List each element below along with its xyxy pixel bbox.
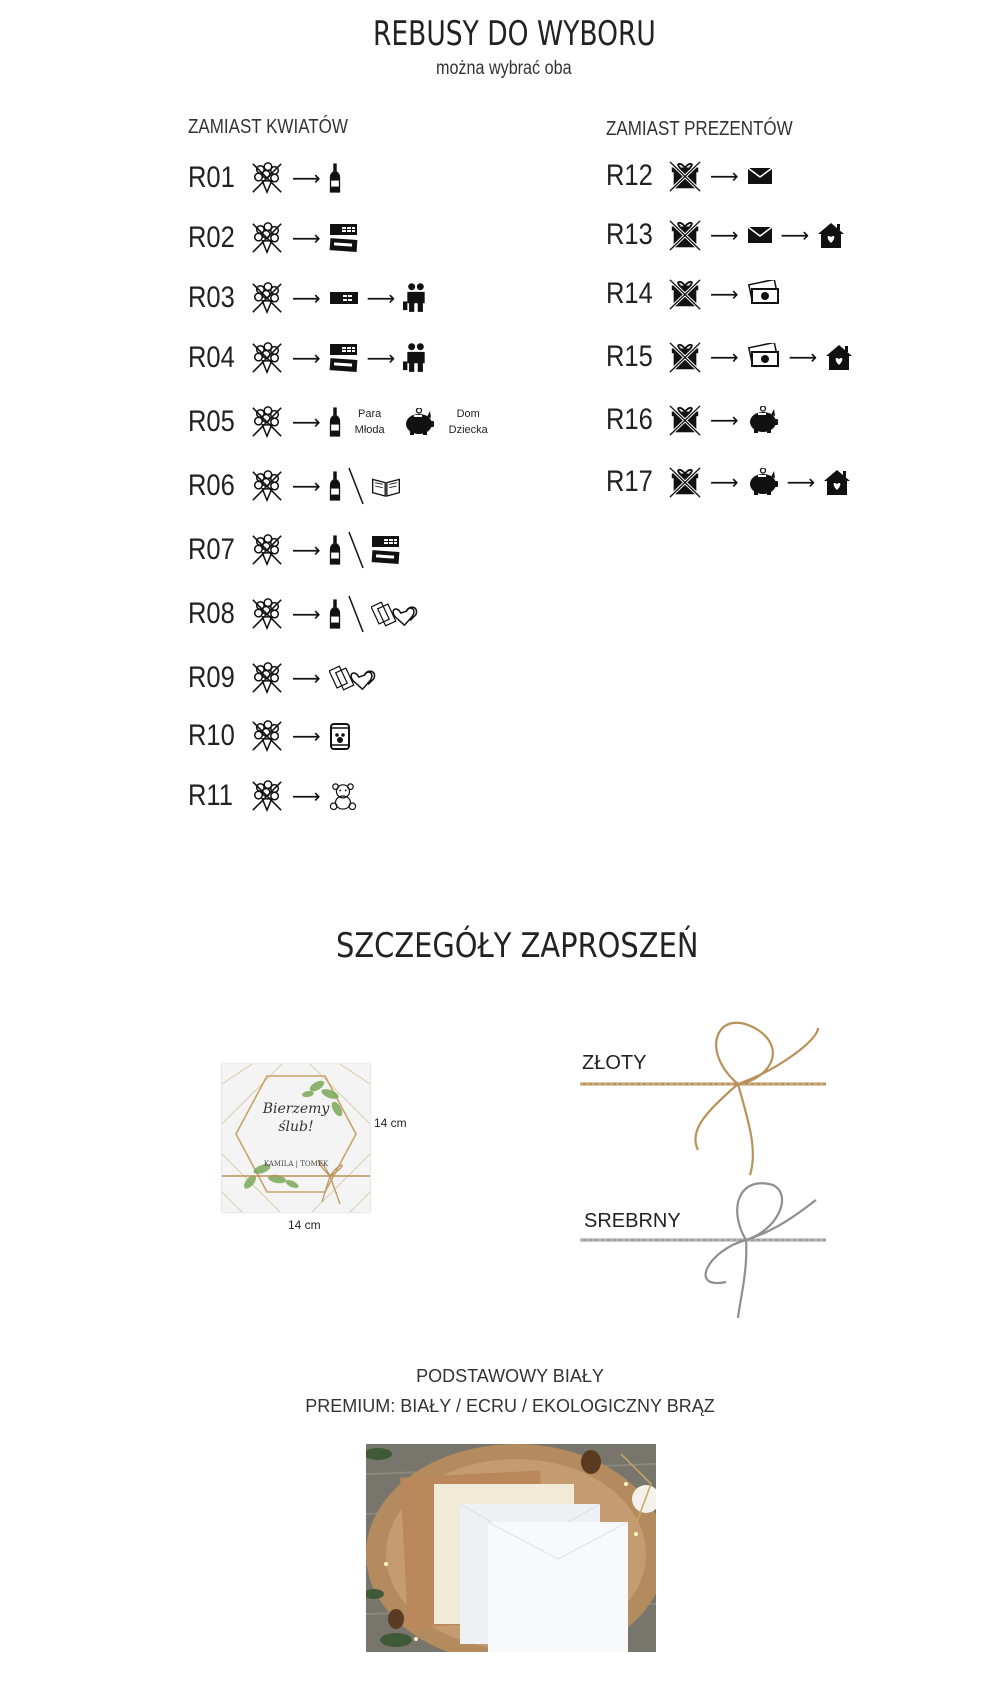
crossed-gift-icon [668,465,702,499]
rebus-code: R09 [188,661,235,694]
arrow-icon: ⟶ [292,785,321,808]
arrow-icon: ⟶ [788,346,818,369]
slash-icon [347,530,365,570]
envelope-icon [747,167,773,185]
rebus-code: R17 [606,465,653,498]
piggy-bank-icon [747,468,779,496]
rebus-row-R09[interactable] [188,656,381,700]
crossed-gift-icon [668,159,702,193]
note-orphanage: Dom Dziecka [448,408,488,436]
crossed-gift-icon [668,340,702,374]
envelopes-illustration [366,1444,656,1652]
lottery-ticket-icon [329,222,359,254]
gold-twine-image [578,1010,828,1180]
rebus-code: R10 [188,719,235,752]
rebus-code: R01 [188,161,235,194]
rebus-code: R02 [188,221,235,254]
rebus-row-R01[interactable] [188,156,341,200]
rebus-row-R10[interactable] [188,714,351,758]
rebus-row-R06[interactable] [188,464,401,508]
wine-bottle-icon [329,161,341,195]
money-icon [747,280,781,308]
rebus-code: R16 [606,403,653,436]
rebus-code: R03 [188,281,235,314]
arrow-icon: ⟶ [292,725,321,748]
arrow-icon: ⟶ [710,346,739,369]
rebus-row-R17[interactable] [606,460,851,504]
crossed-bouquet-icon [250,779,284,813]
lottery-ticket-icon [371,534,401,566]
crossed-bouquet-icon [250,533,284,567]
charity-house-icon [823,468,851,496]
charity-house-icon [817,221,845,249]
silver-twine-label: SREBRNY [584,1210,681,1232]
arrow-icon: ⟶ [786,471,816,494]
money-icon [747,343,781,371]
pet-food-can-icon [329,721,351,751]
rebus-code: R15 [606,340,653,373]
gold-twine-label: ZŁOTY [582,1052,647,1074]
slash-icon [347,594,365,634]
arrow-icon: ⟶ [292,539,321,562]
crossed-bouquet-icon [250,221,284,255]
rebus-code: R12 [606,159,653,192]
arrow-icon: ⟶ [710,471,739,494]
rebus-row-R16[interactable] [606,398,779,442]
scratch-cards-and-hearts-icon [371,600,423,628]
crossed-gift-icon [668,403,702,437]
rebus-row-R15[interactable] [606,335,853,379]
book-icon [371,474,401,498]
crossed-gift-icon [668,277,702,311]
arrow-icon: ⟶ [292,667,321,690]
rebus-row-R07[interactable] [188,528,401,572]
card-height-label: 14 cm [374,1116,407,1130]
crossed-bouquet-icon [250,341,284,375]
rebus-code: R06 [188,469,235,502]
wine-bottle-icon [329,533,341,567]
slash-icon [347,466,365,506]
scratch-cards-and-hearts-icon [329,664,381,692]
crossed-bouquet-icon [250,161,284,195]
card-geometric-pattern [222,1064,370,1212]
arrow-icon: ⟶ [710,224,739,247]
silver-twine-image [578,1170,828,1320]
arrow-icon: ⟶ [292,603,321,626]
rebus-code: R08 [188,597,235,630]
couple-icon [403,342,429,374]
rebus-row-R12[interactable] [606,154,773,198]
arrow-icon: ⟶ [710,165,739,188]
wine-bottle-icon [329,405,341,439]
crossed-bouquet-icon [250,281,284,315]
rebus-row-R13[interactable] [606,213,845,257]
arrow-icon: ⟶ [292,347,321,370]
arrow-icon: ⟶ [366,287,396,310]
invitation-card [222,1064,370,1212]
crossed-bouquet-icon [250,405,284,439]
left-column-heading: ZAMIAST KWIATÓW [188,116,348,138]
crossed-gift-icon [668,218,702,252]
rebus-row-R11[interactable] [188,774,357,818]
page-subtitle: można wybrać oba [436,58,572,79]
rebus-row-R04[interactable] [188,336,429,380]
arrow-icon: ⟶ [710,409,739,432]
envelope-basic-line: PODSTAWOWY BIAŁY [416,1366,604,1386]
arrow-icon: ⟶ [292,227,321,250]
couple-icon [403,282,429,314]
details-title: SZCZEGÓŁY ZAPROSZEŃ [336,926,699,966]
crossed-bouquet-icon [250,597,284,631]
arrow-icon: ⟶ [292,411,321,434]
lottery-ticket-icon [329,342,359,374]
rebus-row-R14[interactable] [606,272,781,316]
arrow-icon: ⟶ [292,287,321,310]
card-width-label: 14 cm [288,1218,321,1232]
rebus-code: R14 [606,277,653,310]
rebus-row-R05[interactable] [188,400,488,444]
charity-house-icon [825,343,853,371]
rebus-row-R08[interactable] [188,592,423,636]
card-headline: Bierzemy ślub! [262,1101,330,1135]
arrow-icon: ⟶ [366,347,396,370]
rebus-row-R02[interactable] [188,216,359,260]
envelopes-photo [366,1444,656,1652]
right-column-heading: ZAMIAST PREZENTÓW [606,118,793,140]
envelope-icon [747,226,773,244]
ticket-icon [329,290,359,306]
arrow-icon: ⟶ [292,167,321,190]
crossed-bouquet-icon [250,469,284,503]
envelope-premium-line: PREMIUM: BIAŁY / ECRU / EKOLOGICZNY BRĄZ [305,1396,715,1416]
piggy-bank-icon [403,408,435,436]
arrow-icon: ⟶ [292,475,321,498]
rebus-code: R04 [188,341,235,374]
piggy-bank-icon [747,406,779,434]
wine-bottle-icon [329,469,341,503]
rebus-code: R05 [188,405,235,438]
rebus-row-R03[interactable] [188,276,429,320]
crossed-bouquet-icon [250,719,284,753]
wine-bottle-icon [329,597,341,631]
rebus-code: R07 [188,533,235,566]
page-title: REBUSY DO WYBORU [373,14,656,54]
rebus-code: R13 [606,218,653,251]
teddy-bear-icon [329,782,357,810]
crossed-bouquet-icon [250,661,284,695]
card-names: KAMILA | TOMEK [263,1160,329,1168]
rebus-code: R11 [188,779,233,812]
arrow-icon: ⟶ [780,224,810,247]
arrow-icon: ⟶ [710,283,739,306]
note-bride-groom: Para Młoda [354,408,385,436]
